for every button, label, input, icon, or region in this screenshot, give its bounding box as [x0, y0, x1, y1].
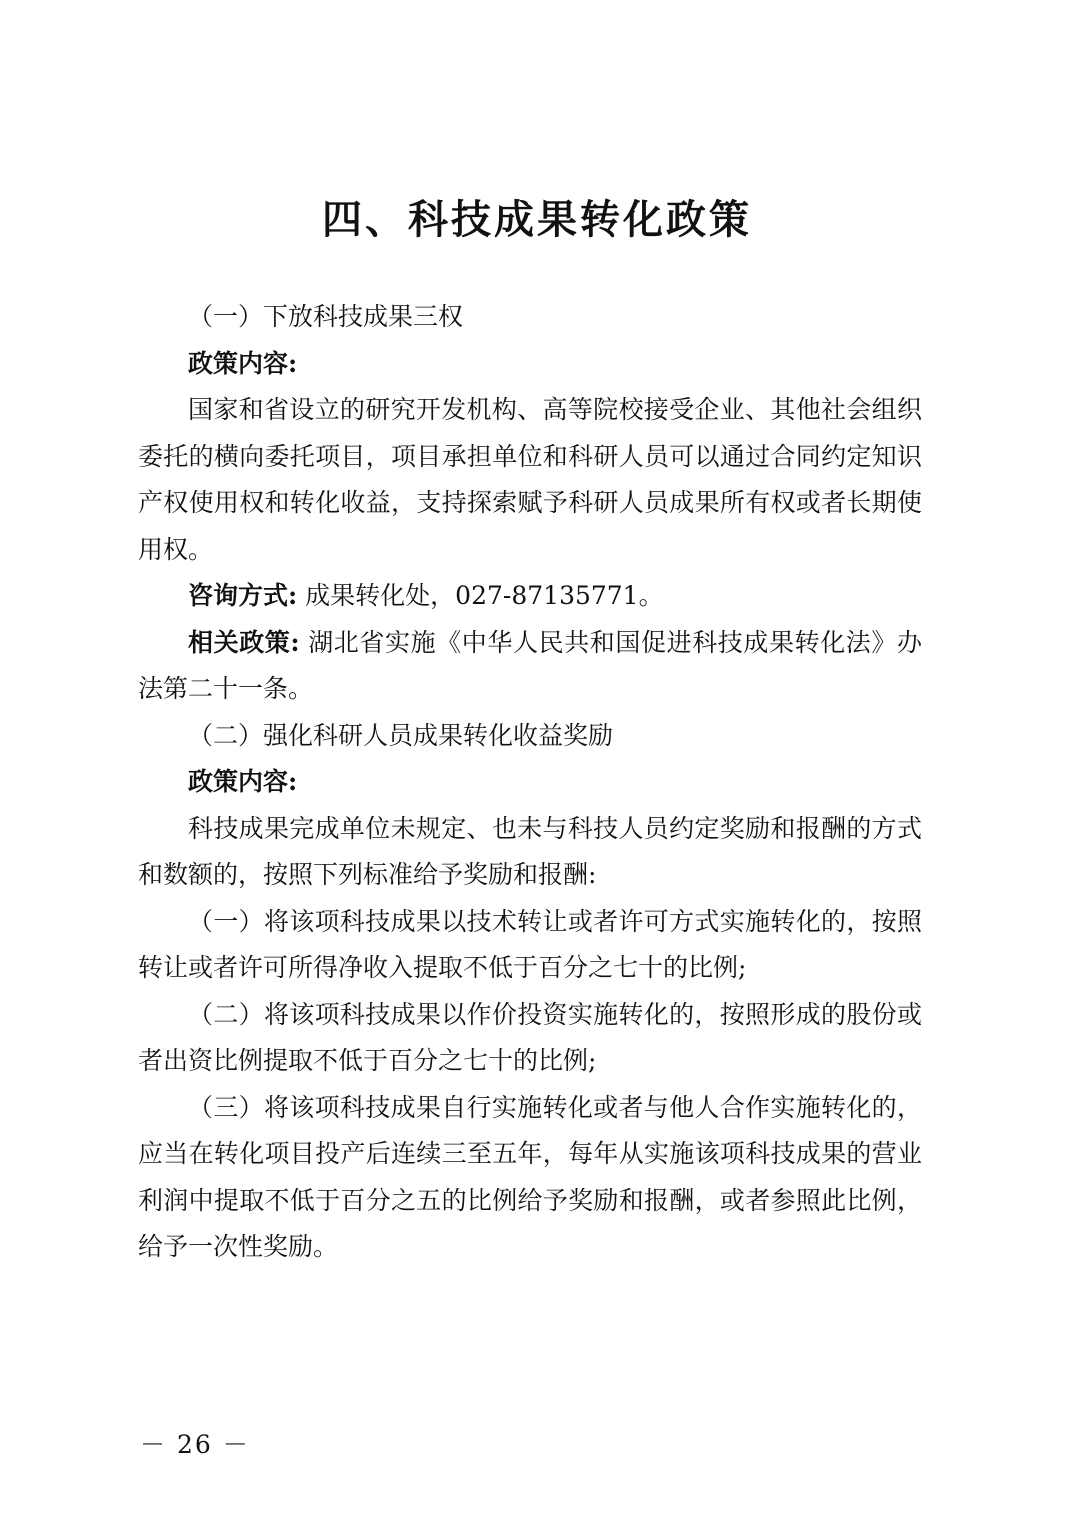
related-policy-line — [138, 620, 922, 713]
consultation-line — [138, 573, 922, 620]
reward-item-2: （二）将该项科技成果以作价投资实施转化的，按照形成的股份或者出资比例提取不低于百分之七十的比例; — [138, 999, 922, 1075]
reward-item-1: （一）将该项科技成果以技术转让或者许可方式实施转化的，按照转让或者许可所得净收入提取不低于百分之七十的比例; — [138, 906, 922, 982]
consultation-text: 成果转化处，027-87135771。 — [297, 581, 664, 610]
policy-content-label-text: 政策内容: — [188, 348, 298, 378]
related-policy-text: 湖北省实施《中华人民共和国促进科技成果转化法》办法第二十一条。 — [138, 627, 923, 703]
policy-content-label-text: 政策内容: — [188, 767, 298, 796]
policy-content-label-1 — [138, 341, 922, 388]
consultation-label: 咨询方式: — [188, 581, 298, 610]
page-number: － 26 － — [140, 1430, 250, 1459]
section-heading-2: （二）强化科研人员成果转化收益奖励 — [188, 720, 614, 750]
related-policy-label: 相关政策: — [188, 627, 300, 657]
page-title: 四、科技成果转化政策 — [322, 196, 752, 243]
policy-content-paragraph-1: 国家和省设立的研究开发机构、高等院校接受企业、其他社会组织委托的横向委托项目，项目承担单位和科研人员可以通过合同约定知识产权使用权和转化收益，支持探索赋予科研人员成果所有权或者长期使用权。 — [138, 395, 922, 564]
policy-content-paragraph-2: 科技成果完成单位未规定、也未与科技人员约定奖励和报酬的方式和数额的，按照下列标准给予奖励和报酬: — [138, 813, 922, 889]
document-body — [138, 294, 922, 1271]
section-heading-1: （一）下放科技成果三权 — [188, 302, 464, 331]
policy-content-label-2 — [138, 759, 922, 806]
reward-item-3: （三）将该项科技成果自行实施转化或者与他人合作实施转化的，应当在转化项目投产后连续三至五年，每年从实施该项科技成果的营业利润中提取不低于百分之五的比例给予奖励和报酬，或者参照此比例，给予一次性奖励。 — [138, 1092, 922, 1261]
